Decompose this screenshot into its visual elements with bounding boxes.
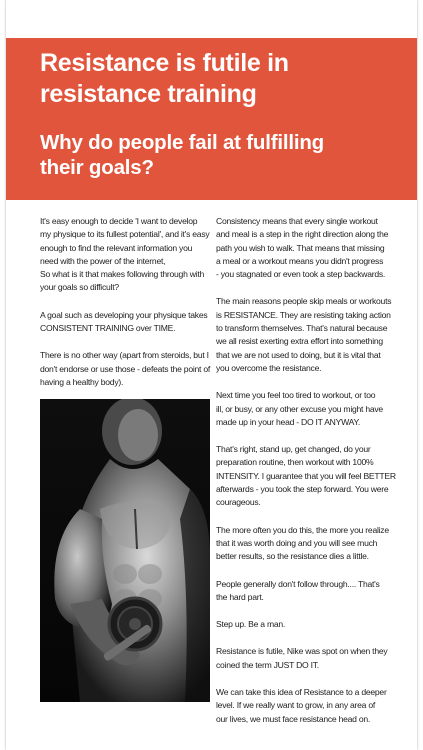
- text-line: that we are not used to doing, but it is vital that: [216, 349, 381, 360]
- paragraph: [216, 215, 402, 281]
- text-line: don't endorse or use those - defeats the point of: [40, 363, 210, 374]
- left-column: [40, 215, 223, 403]
- text-line: and meal is a step in the right direction along the: [216, 229, 389, 240]
- text-line: It's easy enough to decide 'I want to develop: [40, 216, 198, 226]
- text-line: Resistance is futile, Nike was spot on when they: [216, 646, 388, 657]
- text-line: your goals so difficult?: [40, 282, 119, 293]
- text-line: The more often you do this, the more you realize: [216, 524, 389, 535]
- text-line: is RESISTANCE. They are resisting taking action: [216, 309, 391, 320]
- article-subtitle: [40, 130, 412, 180]
- text-line: that it was worth doing and you will see much: [216, 537, 378, 548]
- text-line: Consistency means that every single workout: [216, 216, 378, 226]
- text-line: courageous.: [216, 497, 261, 508]
- text-line: That's right, stand up, get changed, do your: [216, 444, 371, 455]
- text-line: made up in your head - DO IT ANYWAY.: [216, 416, 361, 427]
- bodybuilder-illustration: [40, 399, 210, 702]
- subtitle-line: their goals?: [40, 156, 154, 179]
- text-line: level. If we really want to grow, in any area of: [216, 700, 376, 711]
- right-column: [216, 215, 402, 740]
- paragraph: [216, 578, 402, 605]
- text-line: our lives, we must face resistance head on.: [216, 713, 371, 724]
- text-line: coined the term JUST DO IT.: [216, 659, 319, 670]
- title-line: resistance training: [40, 80, 257, 108]
- title-line: Resistance is futile in: [40, 49, 289, 77]
- paragraph: [216, 645, 402, 672]
- text-line: So what is it that makes following through with: [40, 269, 205, 280]
- paragraph: [40, 309, 223, 336]
- text-line: People generally don't follow through.... That's: [216, 578, 380, 589]
- text-line: having a healthy body).: [40, 376, 124, 387]
- text-line: we all resist exerting extra effort into something: [216, 336, 383, 347]
- text-line: need with the power of the internet,: [40, 255, 166, 266]
- paragraph: [216, 295, 402, 375]
- text-line: The main reasons people skip meals or workouts: [216, 296, 392, 307]
- text-line: - you stagnated or even took a step backwards.: [216, 269, 386, 280]
- text-line: the hard part.: [216, 591, 264, 602]
- paragraph: [216, 443, 402, 509]
- text-line: path you wish to walk. That means that missing: [216, 242, 385, 253]
- bodybuilder-dumbbell-photo: [40, 399, 210, 702]
- text-line: enough to find the relevant information you: [40, 242, 193, 253]
- magazine-page: [6, 0, 417, 750]
- paragraph: [216, 618, 402, 631]
- paragraph: [40, 349, 223, 389]
- paragraph: [216, 686, 402, 726]
- text-line: A goal such as developing your physique takes: [40, 309, 208, 320]
- paragraph: [40, 215, 223, 295]
- text-line: a meal or a workout means you didn't progress: [216, 255, 384, 266]
- text-line: better results, so the resistance dies a little.: [216, 551, 369, 562]
- text-line: INTENSITY. I guarantee that you will feel BETTER: [216, 470, 396, 481]
- subtitle-line: Why do people fail at fulfilling: [40, 131, 325, 154]
- text-line: Next time you feel too tired to workout, or too: [216, 390, 376, 401]
- text-line: ill, or busy, or any other excuse you might have: [216, 403, 383, 414]
- text-line: afterwards - you took the step forward. You were: [216, 484, 389, 495]
- text-line: Step up. Be a man.: [216, 619, 286, 630]
- text-line: to transform themselves. That's natural because: [216, 323, 388, 334]
- text-line: We can take this idea of Resistance to a deeper: [216, 687, 387, 698]
- text-line: my physique to its fullest potential', and it's easy: [40, 229, 210, 240]
- text-line: you overcome the resistance.: [216, 362, 322, 373]
- article-title: [40, 48, 412, 110]
- paragraph: [216, 389, 402, 429]
- text-line: preparation routine, then workout with 100%: [216, 457, 374, 468]
- text-line: There is no other way (apart from steroids, but I: [40, 350, 209, 361]
- article-header: [6, 38, 417, 200]
- text-line: CONSISTENT TRAINING over TIME.: [40, 323, 176, 334]
- paragraph: [216, 524, 402, 564]
